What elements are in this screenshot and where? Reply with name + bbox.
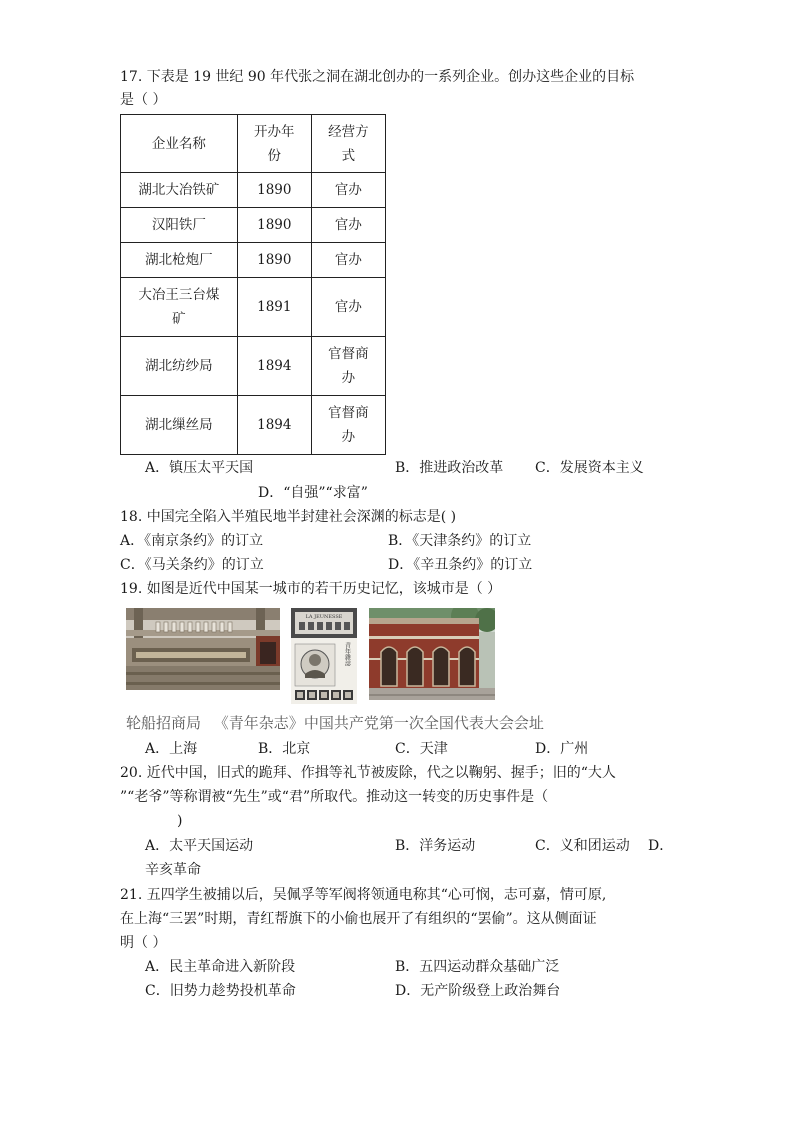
- cell-mode-text: 官督商办: [328, 405, 369, 445]
- cpc-congress-site-photo: [369, 608, 495, 700]
- table-row: [121, 278, 386, 337]
- merchants-building-photo: [126, 608, 280, 690]
- q18-option-d[interactable]: D．《辛丑条约》的订立: [388, 557, 533, 573]
- cell-mode: [311, 337, 385, 396]
- cell-year: 1890: [237, 173, 311, 208]
- cell-year: 1894: [237, 337, 311, 396]
- q20-option-a[interactable]: A．太平天国运动: [145, 838, 254, 854]
- cell-name: 汉阳铁厂: [121, 208, 238, 243]
- q17-stem-line2: 是（ ）: [120, 92, 167, 108]
- table-row: [121, 173, 386, 208]
- q20-option-d-prefix[interactable]: D．: [648, 838, 674, 854]
- table-header-row: [121, 115, 386, 173]
- cell-mode: 官办: [311, 173, 385, 208]
- q19-option-c[interactable]: C．天津: [395, 741, 448, 757]
- q21-option-b[interactable]: B．五四运动群众基础广泛: [395, 959, 560, 975]
- caption-new-youth: 《青年杂志》: [213, 714, 304, 732]
- cell-year: 1894: [237, 396, 311, 455]
- q18-option-b[interactable]: B．《天津条约》的订立: [388, 533, 532, 549]
- enterprise-table: [120, 114, 386, 455]
- header-year: [237, 115, 311, 173]
- cell-name: 湖北枪炮厂: [121, 243, 238, 278]
- cell-mode-text: 官督商办: [328, 346, 369, 386]
- cell-mode: 官办: [311, 278, 385, 337]
- q20-option-b[interactable]: B．洋务运动: [395, 838, 476, 854]
- q19-option-d[interactable]: D．广州: [535, 741, 589, 757]
- q17-option-b[interactable]: B．推进政治改革: [395, 460, 504, 476]
- q20-stem-line2: ”“老爷”等称谓被“先生”或“君”所取代。推动这一转变的历史事件是（: [120, 789, 549, 805]
- cell-year: 1890: [237, 243, 311, 278]
- q20-stem-line1: 20. 近代中国，旧式的跪拜、作揖等礼节被废除，代之以鞠躬、握手；旧的“大人: [120, 765, 616, 781]
- q17-option-a[interactable]: A．镇压太平天国: [145, 460, 254, 476]
- q20-option-d[interactable]: 辛亥革命: [145, 862, 201, 878]
- q18-stem: 18. 中国完全陷入半殖民地半封建社会深渊的标志是( ): [120, 509, 457, 525]
- cell-mode: 官办: [311, 208, 385, 243]
- q19-option-b[interactable]: B．北京: [258, 741, 311, 757]
- photo-captions: [126, 712, 552, 734]
- cell-mode: [311, 396, 385, 455]
- cell-year: 1891: [237, 278, 311, 337]
- q21-stem-line2: 在上海“三罢”时期，青红帮旗下的小偷也展开了有组织的“罢偷”。这从侧面证: [120, 911, 597, 927]
- cell-name: 湖北大冶铁矿: [121, 173, 238, 208]
- cell-name: 湖北纺纱局: [121, 337, 238, 396]
- table-row: [121, 243, 386, 278]
- q19-stem: 19. 如图是近代中国某一城市的若干历史记忆，该城市是（ ）: [120, 581, 502, 597]
- q17-option-c[interactable]: C．发展资本主义: [535, 460, 644, 476]
- q21-stem-line3: 明（ ）: [120, 935, 167, 951]
- table-row: [121, 396, 386, 455]
- q19-option-a[interactable]: A．上海: [145, 741, 198, 757]
- caption-congress-site: 中国共产党第一次全国代表大会会址: [303, 714, 544, 732]
- header-name: 企业名称: [121, 115, 238, 173]
- shikumen-building-image: [369, 608, 495, 700]
- new-youth-magazine-photo: [291, 608, 357, 704]
- table-row: [121, 208, 386, 243]
- cell-name-text: 大冶王三台煤矿: [138, 287, 220, 327]
- cell-name: 湖北缫丝局: [121, 396, 238, 455]
- q17-stem-line1: 17. 下表是 19 世纪 90 年代张之洞在湖北创办的一系列企业。创办这些企业的目标: [120, 69, 635, 85]
- q18-option-a[interactable]: A．《南京条约》的订立: [120, 533, 264, 549]
- caption-merchants: 轮船招商局: [126, 714, 202, 732]
- q18-option-c[interactable]: C．《马关条约》的订立: [120, 557, 264, 573]
- poster-side-text: 青年雜誌: [343, 642, 351, 666]
- cell-mode: 官办: [311, 243, 385, 278]
- q21-option-d[interactable]: D．无产阶级登上政治舞台: [395, 983, 561, 999]
- header-year-text: 开办年份: [254, 123, 295, 164]
- q20-stem-line3: ): [177, 813, 183, 829]
- q21-option-a[interactable]: A．民主革命进入新阶段: [145, 959, 296, 975]
- q21-option-c[interactable]: C．旧势力趁势投机革命: [145, 983, 296, 999]
- q20-option-c[interactable]: C．义和团运动: [535, 838, 630, 854]
- header-mode-text: 经营方式: [328, 123, 369, 164]
- q17-option-d[interactable]: D．“自强”“求富”: [258, 485, 368, 501]
- header-mode: [311, 115, 385, 173]
- poster-title-text: LA JEUNESSE: [305, 614, 343, 620]
- q21-stem-line1: 21. 五四学生被捕以后，吴佩孚等军阀将领通电称其“心可悯，志可嘉，情可原,: [120, 887, 607, 903]
- cell-name: [121, 278, 238, 337]
- table-row: [121, 337, 386, 396]
- cell-year: 1890: [237, 208, 311, 243]
- magazine-cover-image: [291, 608, 357, 704]
- building-facade-image: [126, 608, 280, 690]
